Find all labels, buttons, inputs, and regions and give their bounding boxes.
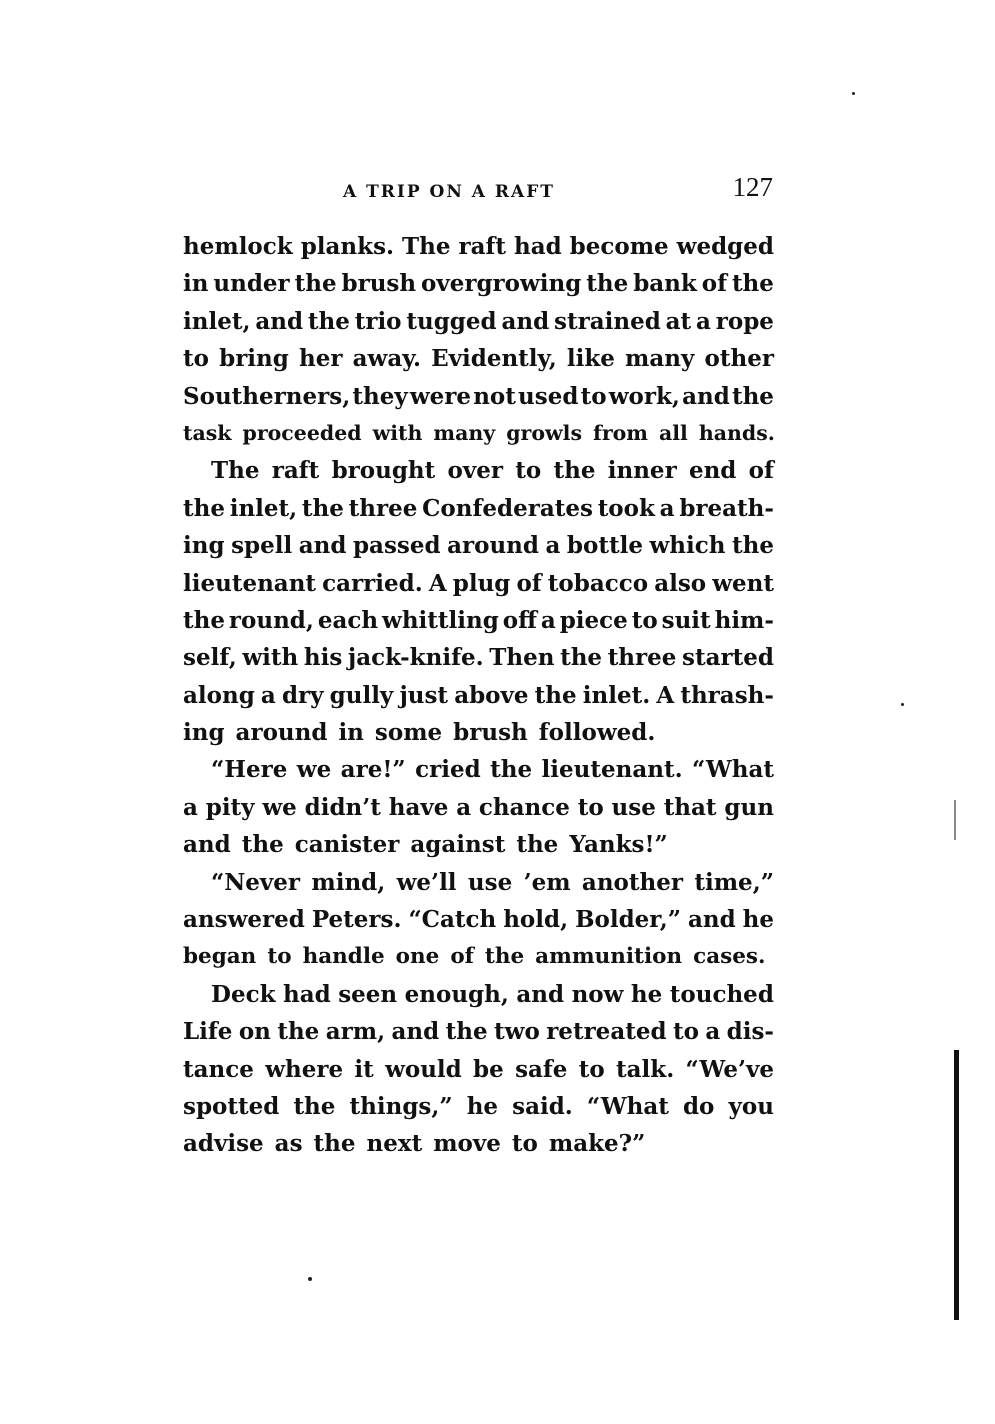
- text-line: task proceeded with many growls from all hands.: [183, 420, 775, 445]
- text-line: advise as the next move to make?”: [183, 1130, 646, 1158]
- text-line: lieutenant carried. A plug of tobacco also went: [183, 569, 774, 597]
- scan-speck: [308, 1277, 312, 1281]
- text-line: inlet, and the trio tugged and strained at a rope: [183, 307, 774, 335]
- running-title: A TRIP ON A RAFT: [343, 182, 555, 202]
- text-line: The raft brought over to the inner end of: [211, 457, 774, 485]
- text-line: a pity we didn’t have a chance to use that gun: [183, 793, 774, 821]
- running-head: [183, 172, 775, 212]
- text-line: and the canister against the Yanks!”: [183, 831, 668, 859]
- text-line: “Never mind, we’ll use ’em another time,”: [211, 868, 774, 896]
- text-line: hemlock planks. The raft had become wedged: [183, 233, 774, 260]
- text-line: Life on the arm, and the two retreated to a dis-: [183, 1018, 774, 1046]
- text-line: in under the brush overgrowing the bank of the: [183, 270, 774, 298]
- body-text: [183, 228, 774, 1163]
- text-line: tance where it would be safe to talk. “We’ve: [183, 1055, 774, 1083]
- page-number: 127: [732, 172, 773, 202]
- text-line: the inlet, the three Confederates took a breath-: [183, 494, 774, 522]
- text-line: ing spell and passed around a bottle which the: [183, 532, 774, 560]
- scan-speck: [901, 703, 904, 706]
- page-edge-shadow: [954, 800, 956, 840]
- text-line: the round, each whittling off a piece to suit him-: [183, 606, 774, 634]
- text-line: “Here we are!” cried the lieutenant. “What: [211, 756, 774, 784]
- text-line: self, with his jack-knife. Then the three started: [183, 644, 774, 672]
- text-line: to bring her away. Evidently, like many other: [183, 345, 774, 373]
- text-line: Deck had seen enough, and now he touched: [211, 980, 774, 1008]
- text-line: began to handle one of the ammunition cases.: [183, 944, 766, 970]
- page-edge-shadow: [954, 1050, 959, 1320]
- text-line: ing around in some brush followed.: [183, 719, 656, 747]
- text-line: spotted the things,” he said. “What do you: [183, 1092, 774, 1120]
- text-line: along a dry gully just above the inlet. A thrash-: [183, 681, 774, 709]
- scan-speck: [852, 92, 855, 95]
- text-line: answered Peters. “Catch hold, Bolder,” and he: [183, 906, 774, 934]
- text-line: Southerners, they were not used to work, and the: [183, 382, 774, 410]
